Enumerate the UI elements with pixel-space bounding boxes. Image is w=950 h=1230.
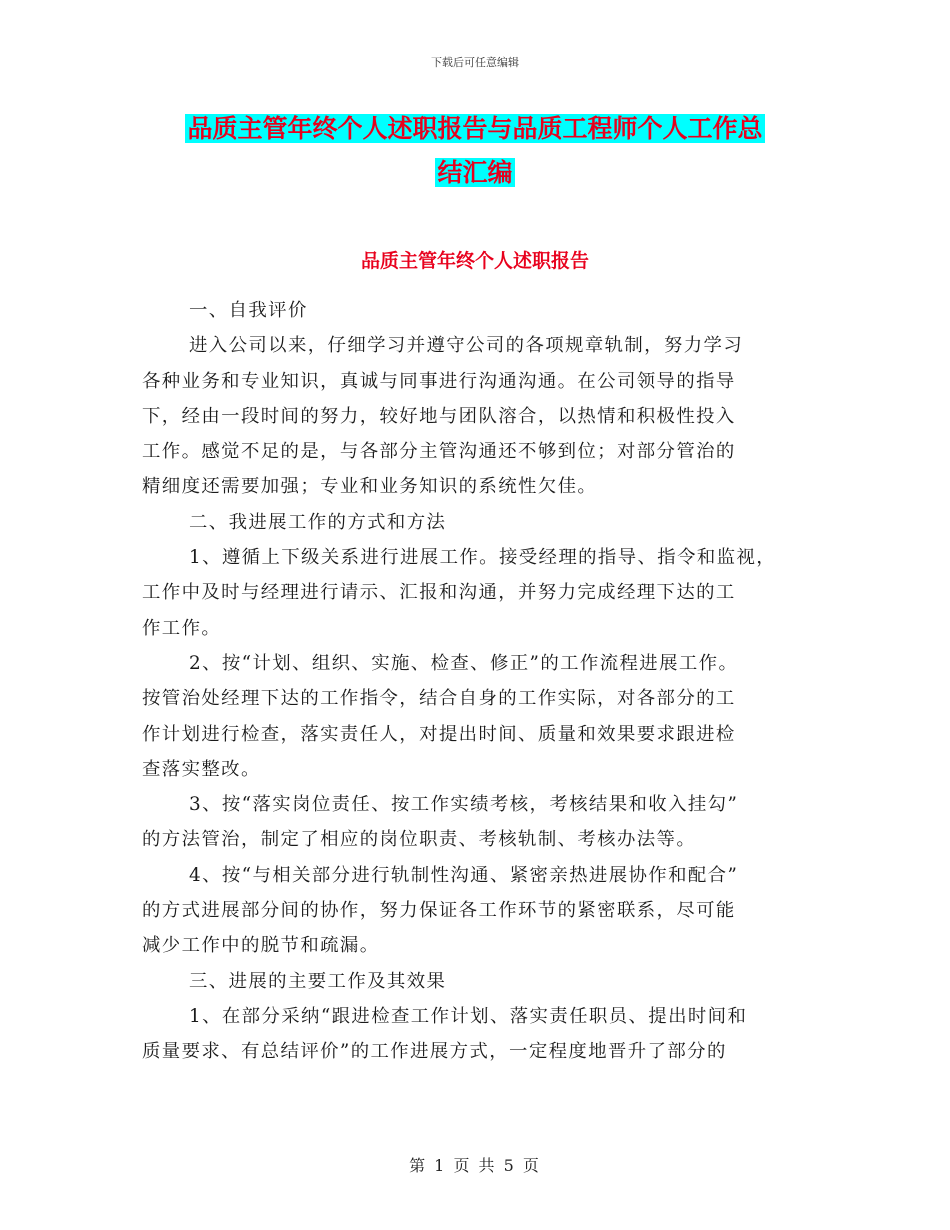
body-line: 2、按“计划、组织、实施、检查、修正”的工作流程进展工作。	[189, 652, 739, 674]
body-line: 1、在部分采纳“跟进检查工作计划、落实责任职员、提出时间和	[189, 1005, 748, 1027]
body-line: 下，经由一段时间的努力，较好地与团队溶合，以热情和积极性投入	[142, 405, 736, 427]
body-line: 工作中及时与经理进行请示、汇报和沟通，并努力完成经理下达的工	[142, 582, 736, 604]
body-line: 质量要求、有总结评价”的工作进展方式，一定程度地晋升了部分的	[142, 1041, 727, 1063]
body-line: 作工作。	[142, 617, 222, 639]
body-line: 减少工作中的脱节和疏漏。	[142, 935, 380, 957]
main-title-text-1: 品质主管年终个人述职报告与品质工程师个人工作总	[187, 114, 763, 143]
body-line: 精细度还需要加强；专业和业务知识的系统性欠佳。	[142, 476, 598, 498]
body-line: 4、按“与相关部分进行轨制性沟通、紧密亲热进展协作和配合”	[189, 864, 739, 886]
main-title-line-2	[0, 152, 950, 194]
body-line: 各种业务和专业知识，真诚与同事进行沟通沟通。在公司领导的指导	[142, 370, 736, 392]
body-line: 作计划进行检查，落实责任人，对提出时间、质量和效果要求跟进检	[142, 723, 736, 745]
page-footer: 第 1 页 共 5 页	[409, 1156, 541, 1175]
body-line: 一、自我评价	[189, 300, 308, 321]
section-title: 品质主管年终个人述职报告	[360, 250, 589, 272]
body-line: 的方式进展部分间的协作，努力保证各工作环节的紧密联系，尽可能	[142, 900, 736, 922]
document-body	[142, 293, 822, 1070]
body-line: 三、进展的主要工作及其效果	[189, 970, 447, 992]
body-line: 1、遵循上下级关系进行进展工作。接受经理的指导、指令和监视，	[189, 547, 777, 569]
body-line: 3、按“落实岗位责任、按工作实绩考核，考核结果和收入挂勾”	[189, 794, 739, 816]
body-line: 的方法管治，制定了相应的岗位职责、考核轨制、考核办法等。	[142, 829, 697, 851]
body-line: 按管治处经理下达的工作指令，结合自身的工作实际，对各部分的工	[142, 688, 736, 710]
main-title-line-1	[0, 108, 950, 150]
header-note: 下载后可任意编辑	[431, 56, 519, 69]
main-title-text-2: 结汇编	[437, 158, 513, 187]
body-line: 二、我进展工作的方式和方法	[189, 511, 447, 533]
body-line: 工作。感觉不足的是，与各部分主管沟通还不够到位；对部分管治的	[142, 441, 736, 463]
body-line: 进入公司以来，仔细学习并遵守公司的各项规章轨制，努力学习	[189, 335, 744, 357]
body-line: 查落实整改。	[142, 758, 261, 780]
